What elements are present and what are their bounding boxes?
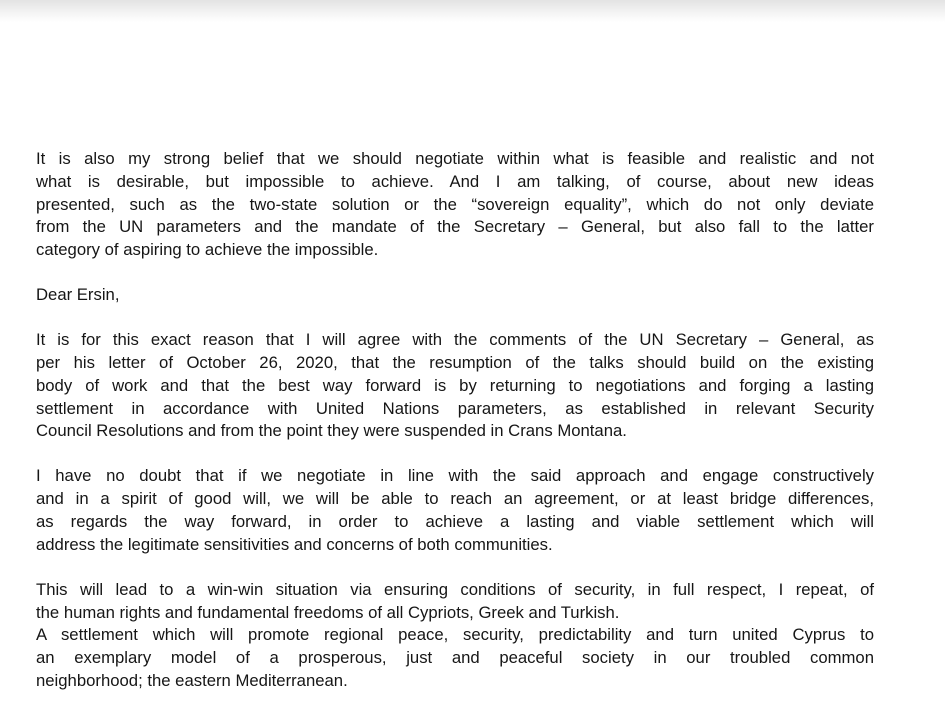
text-line: from the UN parameters and the mandate of the Secretary – General, but also fall to the latter <box>36 217 874 237</box>
salutation <box>36 284 874 307</box>
paragraph-agreement <box>36 465 874 556</box>
text-line: It is also my strong belief that we should negotiate within what is feasible and realistic and not <box>36 149 874 168</box>
text-line: A settlement which will promote regional peace, security, predictability and turn united Cyprus to <box>36 625 874 645</box>
paragraph-gap <box>36 443 874 465</box>
salutation-text: Dear Ersin, <box>36 285 120 305</box>
text-line: neighborhood; the eastern Mediterranean. <box>36 670 348 690</box>
text-line: what is desirable, but impossible to achieve. And I am talking, of course, about new ideas <box>36 171 874 191</box>
paragraph-un-secretary-general <box>36 329 874 443</box>
text-line: This will lead to a win-win situation via ensuring conditions of security, in full respect, I repeat, of <box>36 579 874 599</box>
paragraph-regional-peace <box>36 624 874 692</box>
text-line: It is for this exact reason that I will agree with the comments of the UN Secretary – General, as <box>36 330 874 350</box>
text-line: body of work and that the best way forward is by returning to negotiations and forging a lasting <box>36 375 874 395</box>
text-line: and in a spirit of good will, we will be able to reach an agreement, or at least bridge differences, <box>36 489 874 509</box>
text-line: presented, such as the two-state solution or the “sovereign equality”, which do not only deviate <box>36 194 874 214</box>
paragraph-gap <box>36 557 874 579</box>
text-line: as regards the way forward, in order to achieve a lasting and viable settlement which will <box>36 511 874 531</box>
text-line: an exemplary model of a prosperous, just and peaceful society in our troubled common <box>36 648 874 668</box>
paragraph-gap <box>36 262 874 284</box>
paragraph-gap <box>36 307 874 329</box>
text-line: the human rights and fundamental freedoms of all Cypriots, Greek and Turkish. <box>36 602 620 622</box>
text-line: Council Resolutions and from the point they were suspended in Crans Montana. <box>36 421 627 441</box>
text-line: settlement in accordance with United Nations parameters, as established in relevant Security <box>36 398 874 418</box>
text-line: I have no doubt that if we negotiate in line with the said approach and engage constructively <box>36 466 874 486</box>
text-line: address the legitimate sensitivities and concerns of both communities. <box>36 534 553 554</box>
viewer-top-shadow <box>0 0 945 22</box>
paragraph-win-win <box>36 579 874 625</box>
text-line: per his letter of October 26, 2020, that the resumption of the talks should build on the existing <box>36 352 874 372</box>
letter-page <box>36 148 874 693</box>
text-line: category of aspiring to achieve the impossible. <box>36 240 379 260</box>
paragraph-feasible-negotiation <box>36 148 874 262</box>
